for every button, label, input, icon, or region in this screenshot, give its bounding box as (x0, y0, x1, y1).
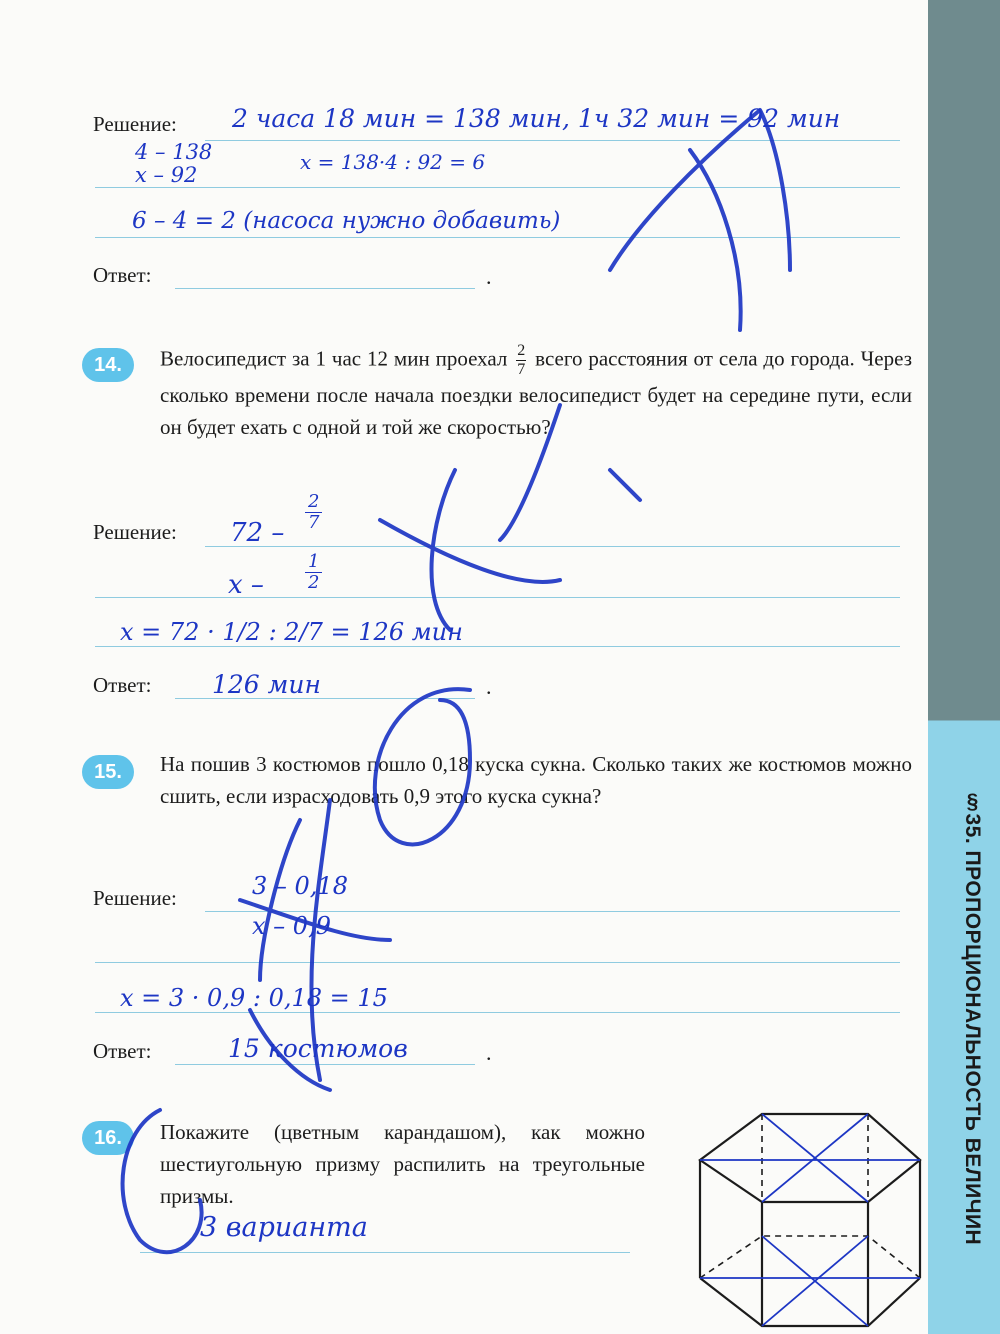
hw-task14-prop-b: x – (228, 570, 264, 600)
hw-task13-prop-b: x – 92 (135, 163, 198, 187)
task14-text-b: всего расстояния от села до города. Через сколько времени после начала поездки велосипедист будет на середине пути, если он будет ехать с одной и той же скоростью? (160, 346, 912, 439)
rule-line (95, 597, 900, 598)
prism-bottom-back (700, 1236, 920, 1278)
section-title: §35. ПРОПОРЦИОНАЛЬНОСТЬ ВЕЛИЧИН (961, 790, 984, 1246)
solution-label-14: Решение: (93, 520, 177, 544)
rule-line (95, 646, 900, 647)
rule-line (140, 1252, 630, 1253)
answer-label-15: Ответ: (93, 1039, 152, 1063)
hw-task13-calc: x = 138·4 : 92 = 6 (300, 150, 486, 174)
hw-task15-answer: 15 костюмов (228, 1034, 408, 1063)
task14-fraction (516, 342, 526, 379)
hw-frac-den: 2 (308, 572, 320, 593)
hw-frac-num: 2 (305, 492, 322, 513)
ink-stroke (690, 150, 741, 330)
ink-stroke (260, 820, 300, 980)
task14-text-a: Велосипедист за 1 час 12 мин проехал (160, 346, 508, 371)
task15-text: На пошив 3 костюмов пошло 0,18 куска сукна. Сколько таких же костюмов можно сшить, если израсходовать 0,9 этого куска сукна? (160, 752, 912, 808)
hw-task14-frac-b (305, 552, 322, 593)
ink-stroke (610, 110, 790, 270)
hw-task15-prop-b: x – 0,9 (252, 912, 331, 940)
hw-task13-line3: 6 – 4 = 2 (насоса нужно добавить) (132, 208, 561, 234)
hw-task13-line1: 2 часа 18 мин = 138 мин, 1ч 32 мин = 92 мин (232, 104, 841, 133)
fraction-numerator: 2 (517, 342, 526, 359)
hexagonal-prism-diagram (690, 1098, 930, 1334)
rule-line (205, 546, 900, 547)
task-number-16: 16. (82, 1121, 134, 1155)
hw-frac-num: 1 (305, 552, 322, 573)
period: . (486, 264, 492, 289)
fraction-denominator: 7 (517, 361, 526, 378)
prism-top-face (700, 1114, 920, 1202)
solution-label-13: Решение: (93, 112, 177, 136)
hw-frac-den: 7 (308, 512, 320, 533)
rule-line (95, 962, 900, 963)
ink-stroke (380, 520, 560, 582)
task-number-15: 15. (82, 755, 134, 789)
answer-line-15 (175, 1064, 475, 1065)
hw-task16-answer: 3 варианта (200, 1212, 368, 1243)
period: . (486, 1040, 492, 1065)
rule-line (205, 140, 900, 141)
task-number-14: 14. (82, 348, 134, 382)
solution-label-15: Решение: (93, 886, 177, 910)
rule-line (95, 237, 900, 238)
task14-text (160, 342, 912, 443)
hw-task14-answer: 126 мин (212, 670, 321, 699)
task16-text: Покажите (цветным карандашом), как можно шестиугольную призму распилить на треугольные призмы. (160, 1120, 645, 1208)
answer-label-14: Ответ: (93, 673, 152, 697)
hw-task14-frac-a (305, 492, 322, 533)
answer-line-13 (175, 288, 475, 289)
hw-task15-prop-a: 3 – 0,18 (252, 872, 348, 900)
hw-task14-prop-a: 72 – (230, 518, 285, 548)
answer-label-13: Ответ: (93, 263, 152, 287)
rule-line (95, 1012, 900, 1013)
hw-task15-calc: x = 3 · 0,9 : 0,18 = 15 (120, 984, 388, 1012)
section-sidebar (928, 0, 1000, 1334)
hw-task13-prop-a: 4 – 138 (135, 140, 213, 164)
ink-stroke (431, 470, 455, 630)
rule-line (95, 187, 900, 188)
hw-task14-calc: x = 72 · 1/2 : 2/7 = 126 мин (120, 618, 463, 646)
period: . (486, 674, 492, 699)
ink-stroke (610, 470, 640, 500)
